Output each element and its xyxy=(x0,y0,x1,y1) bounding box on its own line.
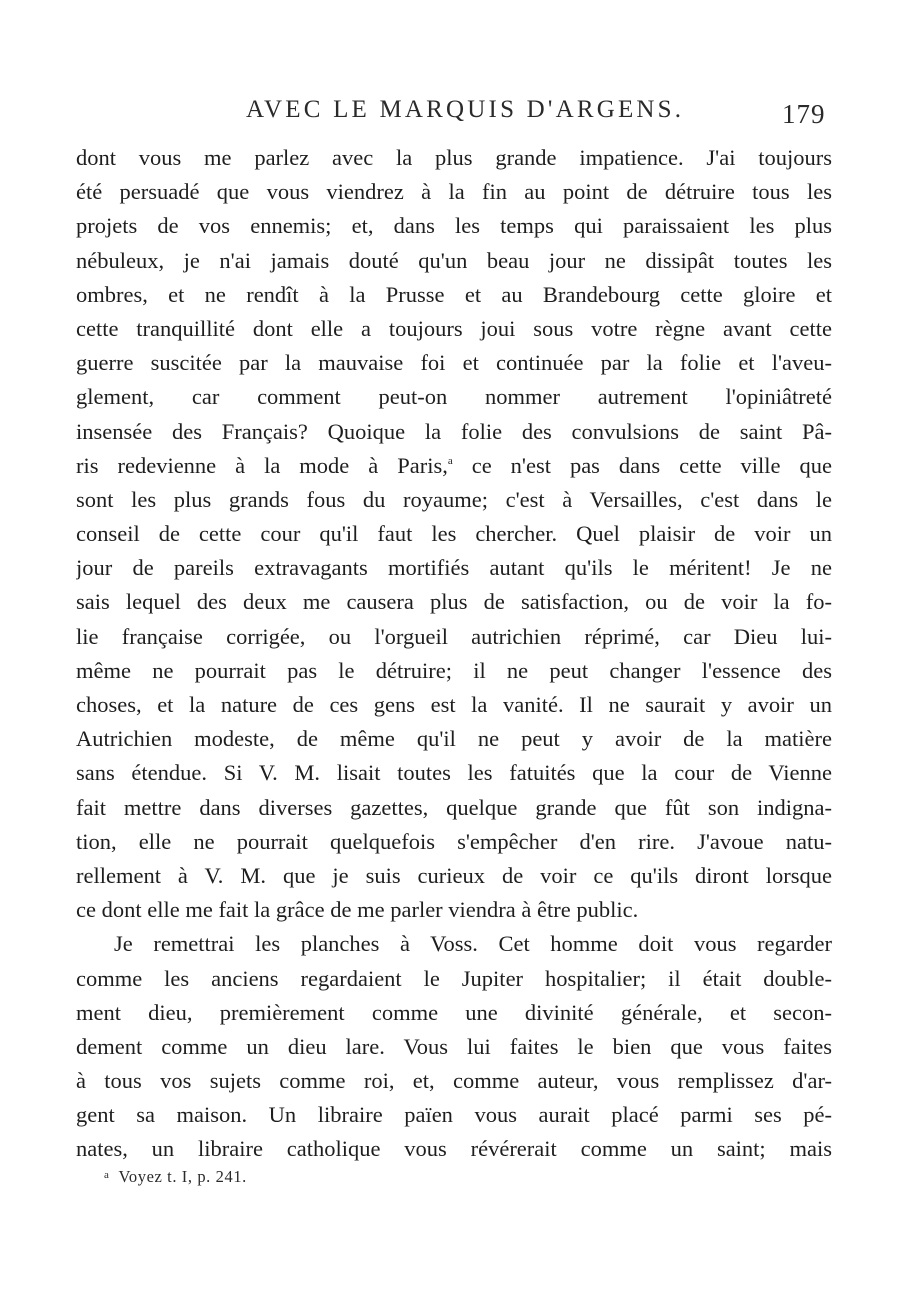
text-line: tion, elle ne pourrait quelquefois s'empêcher d'en rire. J'avoue natu- xyxy=(76,828,832,854)
text-line: choses, et la nature de ces gens est la vanité. Il ne saurait y avoir un xyxy=(76,692,832,717)
text-line: été persuadé que vous viendrez à la fin au point de détruire tous les xyxy=(76,179,832,205)
text-line: sont les plus grands fous du royaume; c'est à Versailles, c'est dans le xyxy=(76,486,832,512)
running-title: AVEC LE MARQUIS D'ARGENS. xyxy=(246,96,685,123)
text-line: lie française corrigée, ou l'orgueil autrichien réprimé, car Dieu lui- xyxy=(76,623,832,649)
text-line: même ne pourrait pas le détruire; il ne peut changer l'essence des xyxy=(76,657,832,683)
text-line: ment dieu, premièrement comme une divinité générale, et secon- xyxy=(76,999,832,1025)
paragraph xyxy=(76,927,832,1166)
footnote-text: Voyez t. I, p. 241. xyxy=(118,1167,247,1186)
text-line-with-note-ref xyxy=(76,449,832,483)
main-text xyxy=(76,141,832,1167)
text-line: gent sa maison. Un libraire païen vous aurait placé parmi ses pé- xyxy=(76,1102,832,1128)
running-head xyxy=(0,92,900,128)
text-line: glement, car comment peut-on nommer autrement l'opiniâtreté xyxy=(76,384,832,410)
paragraph xyxy=(76,141,832,927)
text-line: dement comme un dieu lare. Vous lui faites le bien que vous faites xyxy=(76,1033,832,1059)
page-number: 179 xyxy=(782,99,826,129)
text-line: insensée des Français? Quoique la folie des convulsions de saint Pâ- xyxy=(76,418,832,444)
footnote xyxy=(104,1164,247,1188)
text-line: jour de pareils extravagants mortifiés autant qu'ils le méritent! Je ne xyxy=(76,555,832,581)
text-line: sans étendue. Si V. M. lisait toutes les fatuités que la cour de Vienne xyxy=(76,760,832,786)
footnote-marker: a xyxy=(104,1169,110,1181)
text-line: nébuleux, je n'ai jamais douté qu'un beau jour ne dissipât toutes les xyxy=(76,247,832,273)
text-line: rellement à V. M. que je suis curieux de voir ce qu'ils diront lorsque xyxy=(76,862,832,888)
text-line: sais lequel des deux me causera plus de satisfaction, ou de voir la fo- xyxy=(76,589,832,615)
text-line: guerre suscitée par la mauvaise foi et continuée par la folie et l'aveu- xyxy=(76,350,832,376)
text-segment: ce n'est pas dans cette ville que xyxy=(452,452,832,478)
text-line: fait mettre dans diverses gazettes, quelque grande que fût son indigna- xyxy=(76,794,832,820)
text-line: dont vous me parlez avec la plus grande impatience. J'ai toujours xyxy=(76,145,832,170)
text-line: conseil de cette cour qu'il faut les chercher. Quel plaisir de voir un xyxy=(76,521,832,547)
text-line: ombres, et ne rendît à la Prusse et au Brandebourg cette gloire et xyxy=(76,281,832,307)
text-line: nates, un libraire catholique vous révérerait comme un saint; mais xyxy=(76,1136,832,1162)
text-segment: ris redevienne à la mode à Paris, xyxy=(76,452,448,478)
text-line: cette tranquillité dont elle a toujours joui sous votre règne avant cette xyxy=(76,315,832,341)
text-line: ce dont elle me fait la grâce de me parler viendra à être public. xyxy=(76,897,639,923)
text-line: Autrichien modeste, de même qu'il ne peut y avoir de la matière xyxy=(76,726,832,752)
text-line: projets de vos ennemis; et, dans les temps qui paraissaient les plus xyxy=(76,213,832,239)
footnote-reference: a xyxy=(447,454,453,467)
text-line: comme les anciens regardaient le Jupiter hospitalier; il était double- xyxy=(76,965,832,991)
text-line: à tous vos sujets comme roi, et, comme auteur, vous remplissez d'ar- xyxy=(76,1068,832,1094)
text-line: Je remettrai les planches à Voss. Cet homme doit vous regarder xyxy=(114,931,832,957)
